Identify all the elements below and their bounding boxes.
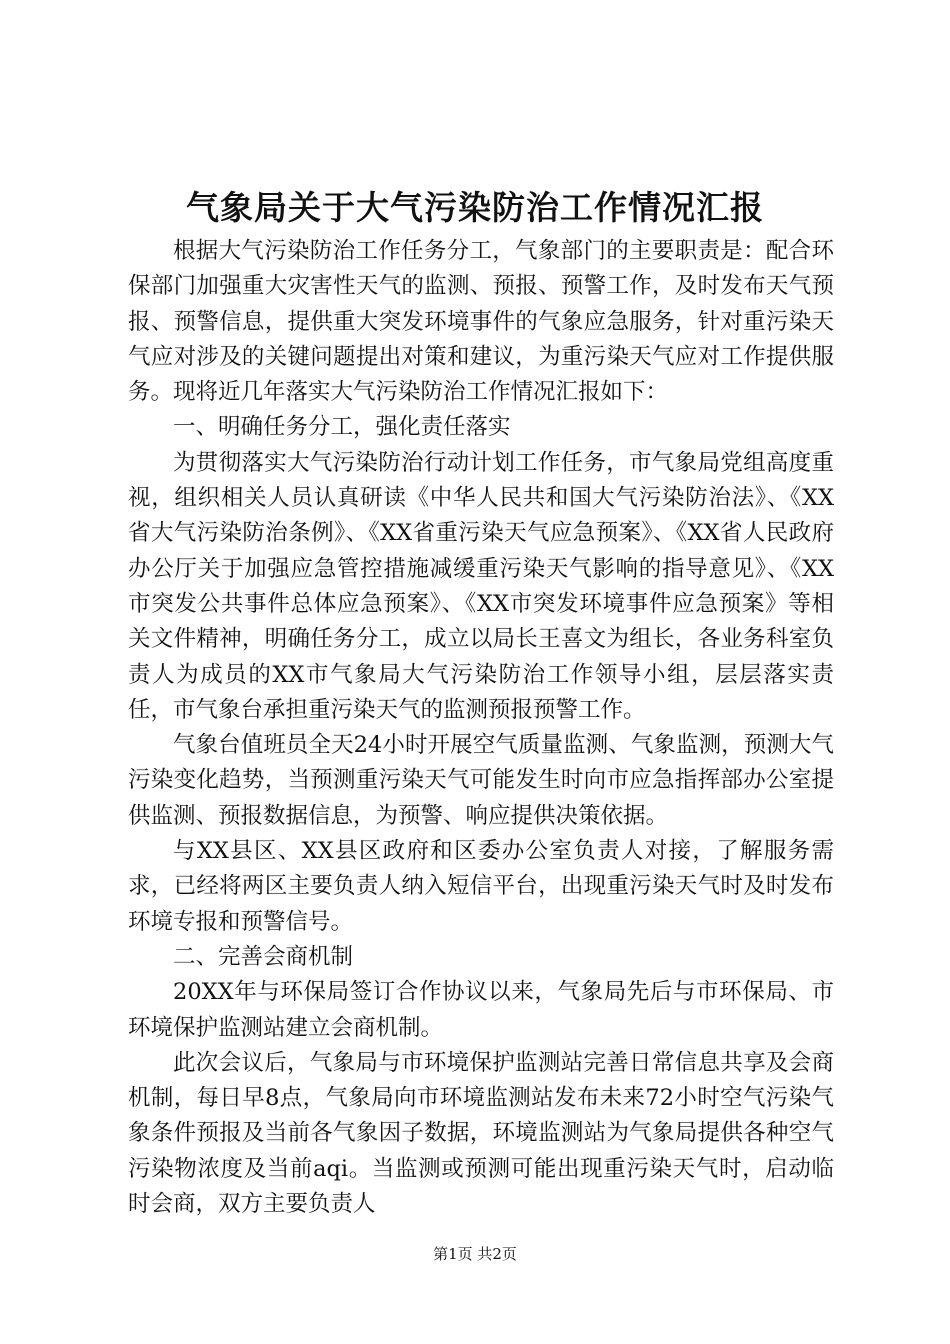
page-indicator: 第1页 共2页 — [433, 1245, 517, 1263]
paragraph-cooperation: 20XX年与环保局签订合作协议以来，气象局先后与市环保局、市环境保护监测站建立会商机制。 — [128, 979, 834, 1041]
paragraph-county-liaison: 与XX县区、XX县区政府和区委办公室负责人对接，了解服务需求，已经将两区主要负责人纳入短信平台，出现重污染天气时及时发布环境专报和预警信号。 — [128, 838, 834, 935]
document-title: 气象局关于大气污染防治工作情况汇报 — [186, 188, 764, 227]
document-body — [128, 234, 834, 1222]
paragraph-consultation: 此次会议后，气象局与市环境保护监测站完善日常信息共享及会商机制，每日早8点，气象局向市环境监测站发布未来72小时空气污染气象条件预报及当前各气象因子数据，环境监测站为气象局提供各种空气污染物浓度及当前aqi。当监测或预测可能出现重污染天气时，启动临时会商，双方主要负责人 — [128, 1049, 834, 1218]
paragraph-duty-monitoring: 气象台值班员全天24小时开展空气质量监测、气象监测，预测大气污染变化趋势，当预测重污染天气可能发生时向市应急指挥部办公室提供监测、预报数据信息，为预警、响应提供决策依据。 — [128, 732, 834, 829]
section-heading-1: 一、明确任务分工，强化责任落实 — [173, 414, 511, 441]
paragraph-intro: 根据大气污染防治工作任务分工，气象部门的主要职责是：配合环保部门加强重大灾害性天气的监测、预报、预警工作，及时发布天气预报、预警信息，提供重大突发环境事件的气象应急服务，针对重污染天气应对涉及的关键问题提出对策和建议，为重污染天气应对工作提供服务。现将近几年落实大气污染防治工作情况汇报如下： — [128, 238, 834, 406]
paragraph-task-assignment: 为贯彻落实大气污染防治行动计划工作任务，市气象局党组高度重视，组织相关人员认真研读《中华人民共和国大气污染防治法》、《XX省大气污染防治条例》、《XX省重污染天气应急预案》、《XX省人民政府办公厅关于加强应急管控措施减缓重污染天气影响的指导意见》、《XX市突发公共事件总体应急预案》、《XX市突发环境事件应急预案》等相关文件精神，明确任务分工，成立以局长王喜文为组长，各业务科室负责人为成员的XX市气象局大气污染防治工作领导小组，层层落实责任，市气象台承担重污染天气的监测预报预警工作。 — [128, 449, 834, 723]
section-heading-2: 二、完善会商机制 — [173, 943, 354, 970]
